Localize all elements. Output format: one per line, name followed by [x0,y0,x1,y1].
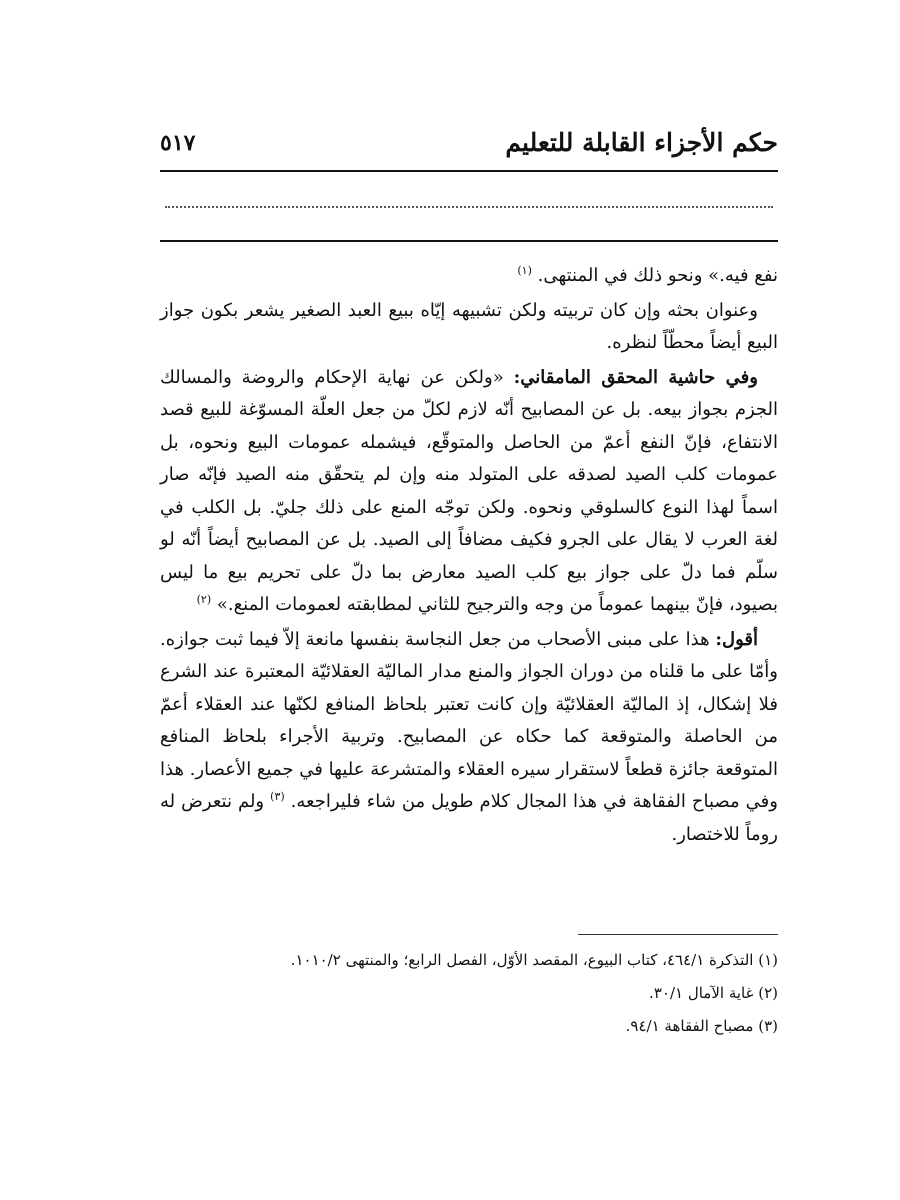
page-number: ٥١٧ [160,130,196,156]
footnotes [160,944,778,1043]
paragraph-2: وعنوان بحثه وإن كان تربيته ولكن تشبيهه إيّاه ببيع العبد الصغير يشعر بكون جواز البيع أيضاً محطّاً لنظره. [160,299,778,353]
paragraph-4-text: هذا على مبنى الأصحاب من جعل النجاسة بنفسها مانعة إلاّ فيما ثبت جوازه. وأمّا على ما قلناه من دوران الجواز والمنع مدار الماليّة العقلائيّة المعتبرة عند الشرع فلا إشكال، إذ الماليّة العقلائيّة وإن كانت تعتبر بلحاظ المنافع لكنّها عند العقلاء أعمّ من الحاصلة والمتوقعة كما حكاه عن المصابيح. وتربية الأجراء بلحاظ المنافع المتوقعة جائزة قطعاً لاستقرار سيره العقلاء والمتشرعة عليها في جميع الأعصار. هذا وفي مصباح الفقاهة في هذا المجال كلام طويل من شاء فليراجعه. [160,628,778,812]
footnote-1: (١) التذكرة ٤٦٤/١، كتاب البيوع، المقصد الأوّل، الفصل الرابع؛ والمنتهى ١٠١٠/٢. [290,951,778,969]
footnote-ref-3: (٣) [270,790,285,803]
main-text [160,260,778,851]
footnote-ref-1: (١) [517,264,532,277]
paragraph-4-lead: أقول: [715,628,758,650]
paragraph-3-text: «ولكن عن نهاية الإحكام والروضة والمسالك الجزم بجواز بيعه. بل عن المصابيح أنّه لازم لكلّ من جعل العلّة المسوّغة للبيع قصد الانتفاع، فإنّ النفع أعمّ من الحاصل والمتوقّع، فيشمله عمومات البيع ونحوه، بل عمومات كلب الصيد لصدقه على المتولد منه وإن لم يتحقّق منه الصيد فإنّه صار اسماً لهذا النوع كالسلوقي ونحوه. ولكن توجّه المنع على ذلك جليّ. بل الكلب في لغة العرب لا يقال على الجرو فكيف مضافاً إلى الصيد. بل عن المصابيح أيضاً أنّه لو سلّم فما دلّ على جواز بيع كلب الصيد معارض بما دلّ على تحريم بيع ما ليس بصيود، فإنّ بينهما عموماً من وجه والترجيح للثاني لمطابقته لعمومات المنع.» [160,366,778,615]
paragraph-4-end: ولم نتعرض له روماً للاختصار. [160,791,778,845]
footnote-rule [578,934,778,935]
paragraph-4 [160,624,778,852]
dotted-separator [165,206,773,208]
header-rule [160,170,778,172]
footnote-3: (٣) مصباح الفقاهة ٩٤/١. [625,1017,778,1035]
running-header [160,128,778,168]
footnote-2: (٢) غاية الآمال ٣٠/١. [649,984,778,1002]
paragraph-3-lead: وفي حاشية المحقق المامقاني: [513,366,758,388]
paragraph-1-text: نفع فيه.» ونحو ذلك في المنتهى. [537,265,778,286]
paragraph-1 [160,260,778,293]
paragraph-3 [160,362,778,622]
running-title: حكم الأجزاء القابلة للتعليم [505,128,778,157]
footnote-ref-2: (٢) [196,593,212,606]
section-rule [160,240,778,242]
